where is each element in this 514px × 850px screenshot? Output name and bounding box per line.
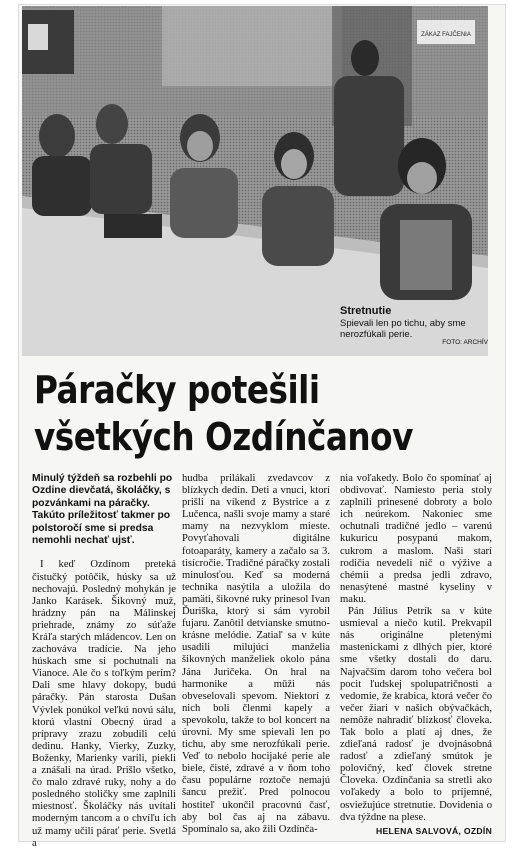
column-1-text: I keď Ozdínom preteká čistučký potôčik, húsky sa už nechovajú. Posledný mohykán je Janko Karásek. Šikovný muž, hrádzny pán na Málinskej priehrade, známy zo súťaže Kráľa starých mládencov. Len on zachováva tradície. Na jeho húskach sme si pochutnali na Vianoce. Ale čo s toľkým perím? Dali sme hlavy dokopy, budú páračky. Pán starosta Dušan Vývlek ponúkol veľkú novú sálu, ktorú vlastní Obecný úrad a prípravy zrazu zobudili celú dedinu. Hanky, Vierky, Zuzky, Boženky, Marienky varili, piekli a znášali na úrad. Prišlo všetko, čo malo zdravé ruky, nohy a do posledného stoličky sme zaplnili miestnosť. Školáčky nás uvítali moderným tancom a o chvíľu ich už mamy učili párať perie. Svetlá a [32,559,176,849]
caption-text: Spievali len po tichu, aby sme nerozfúkali perie. [340,318,466,340]
article-headline [34,367,423,461]
photo-credit: FOTO: ARCHÍV [442,339,488,346]
column-3-text-2: Pán Július Petrík sa v kúte usmieval a niečo kutil. Prekvapil nás originálne pletenými mastenickami z dlhých pier, ktoré sme všetky dostali do daru. Najvačším darom toho večera bol pocit ľudskej spolupatričnosti a vedomie, že krabica, ktorá večer čo večer žiari v našich obývačkách, nemôže nahradiť blízkosť človeka. Tak bolo a platí aj dnes, že zdieľaná radosť je dvojnásobná radosť a zdieľaný smútok je polovičný, keď človek stretne Človeka. Ozdínčania sa stretli ako voľakedy a bolo to príjemné, osviežujúce stretnutie. Dovidenia o dva týždne na plese. [340,606,492,823]
headline-line-1: Páračky potešili [34,368,320,412]
article-column-1 [32,473,176,850]
column-2-text: hudba prilákali zvedavcov z blízkych dedín. Deti a vnuci, ktorí prišli na víkend z Bystrice a z Lučenca, našli svoje mamy a staré mamy na nezvyklom mieste. Povyťahovali digitálne fotoaparáty, kamery a začalo sa 3. tisícročie. Tradičné páračky zostali minulosťou. Keď sa moderná technika nasýtila a uložila do pamäti, šikovné ruky prinesol Ivan Ďuriška, ktorý si sám vyrobil fujaru. Zanôtil detvianske smutno-krásne melódie. Zatiaľ sa v kúte usadili milujúci manželia šikovných manželiek okolo pána Jána Juričeka. On hral na harmonike a mūži nás obveselovali spevom. Niektorí z nich boli členmi kapely a spevokolu, takže to bol koncert na úrovni. My sme spievali len po tichu, aby sme nerozfúkali perie. Veď to nebolo hocijaké perie ale biele, čisté, zdravé a v ňom toho času populárne roztoče nemajú šancu prežiť. Pred polnocou hostiteľ ukončil pracovnú časť, aby bol čas aj na zábavu. Spomínalo sa, ako žili Ozdínča- [182,473,330,835]
photo-scene [22,6,488,356]
article-photo [22,6,488,356]
article-column-2 [182,473,330,836]
headline-line-2: všetkých Ozdínčanov [34,415,413,459]
wall-sign: ZÁKAZ FAJČENIA [421,32,471,38]
column-3-text-1: nia voľakedy. Bolo čo spomínať aj obdivovať. Namiesto peria stoly zaplnili prinesené dobroty a bolo ich neúrekom. Nakoniec sme ochutnali tradičné jedlo – varenú kukuricu posypanú makom, cukrom a maslom. Naši starí rodičia nevedeli nič o výžive a chémii a predsa jedli zdravo, nenasýtené mastné kyseliny v maku. [340,473,492,605]
photo-caption [340,305,490,346]
caption-title: Stretnutie [340,305,392,317]
author-signature: HELENA SALVOVÁ, OZDÍN [376,826,493,836]
article-lead: Minulý týždeň sa rozbehli po Ozdine dievčatá, školáčky, s pozvánkami na páračky. Takúto príležitosť takmer po polstoročí sme si predsa nemohli nechať ujsť. [32,473,173,547]
article-column-3 [340,473,492,824]
